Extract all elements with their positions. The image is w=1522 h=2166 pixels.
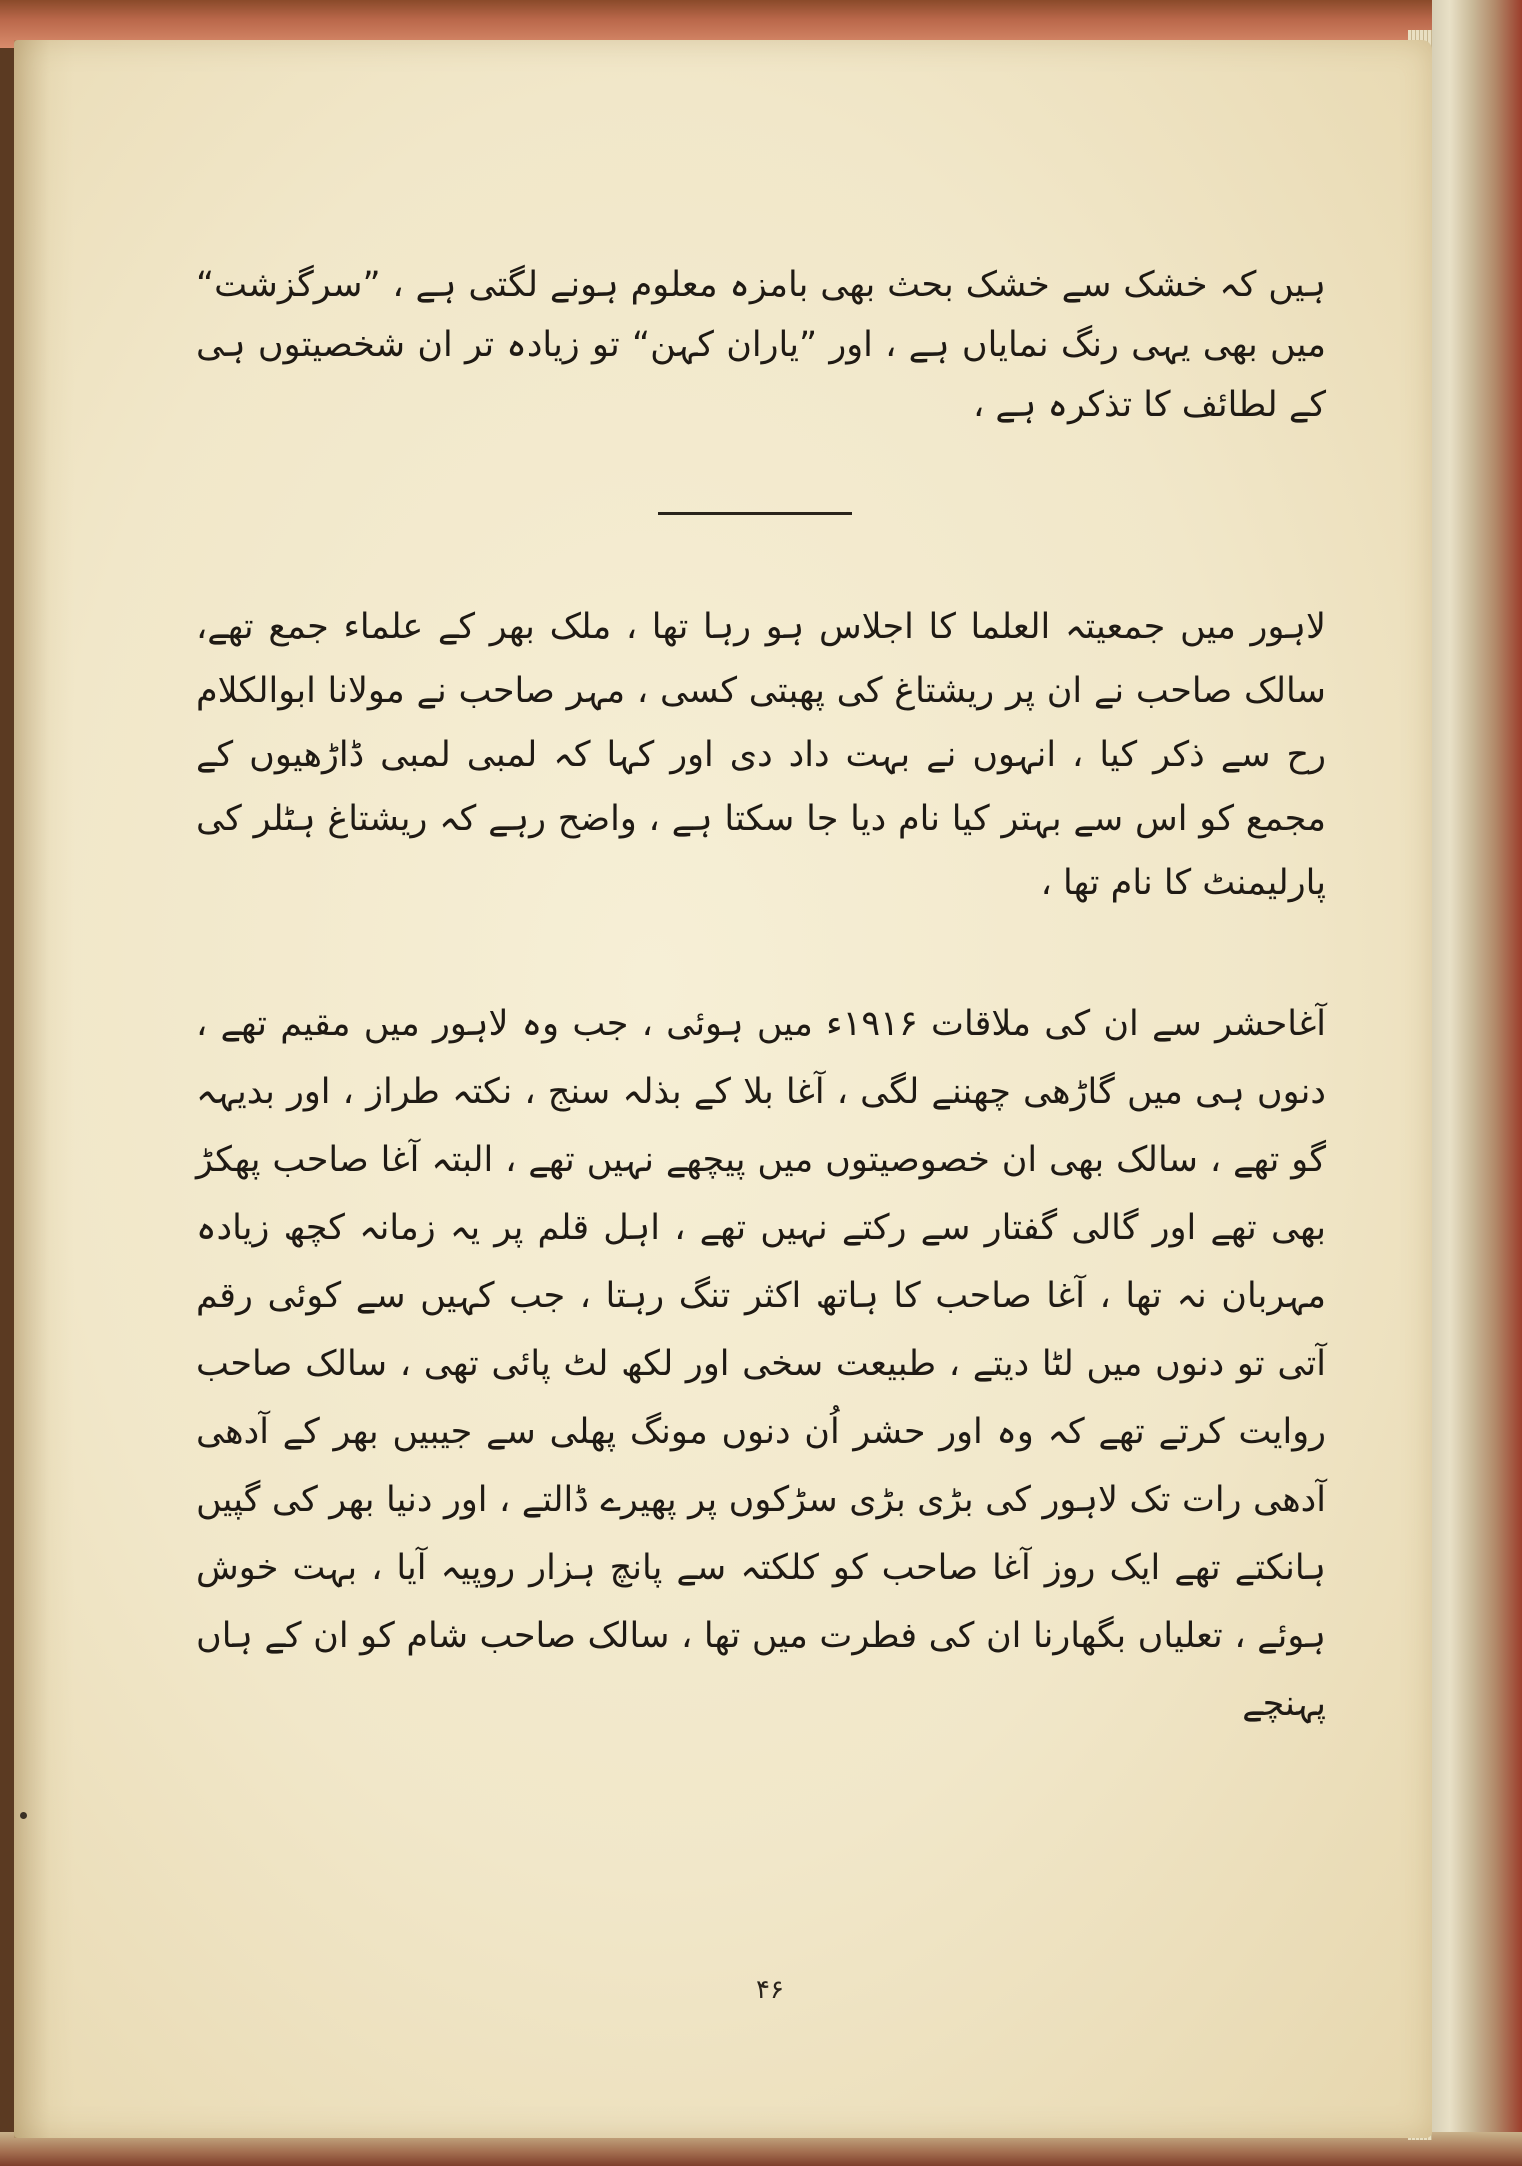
- paragraph-agha-hashr: آغاحشر سے ان کی ملاقات ۱۹۱۶ء میں ہوئی ، جب وہ لاہور میں مقیم تھے ، دنوں ہی میں گاڑھی چھننے لگی ، آغا بلا کے بذلہ سنج ، نکتہ طراز ، اور بدیہہ گو تھے ، سالک بھی ان خصوصیتوں میں پیچھے نہیں تھے ، البتہ آغا صاحب پھکڑ بھی تھے اور گالی گفتار سے رکتے نہیں تھے ، اہل قلم پر یہ زمانہ کچھ زیادہ مہربان نہ تھا ، آغا صاحب کا ہاتھ اکثر تنگ رہتا ، جب کہیں سے کوئی رقم آتی تو دنوں میں لٹا دیتے ، طبیعت سخی اور لکھ لٹ پائی تھی ، سالک صاحب روایت کرتے تھے کہ وہ اور حشر اُن دنوں مونگ پھلی سے جیبیں بھر کے آدھی آدھی رات تک لاہور کی بڑی بڑی سڑکوں پر پھیرے ڈالتے ، اور دنیا بھر کی گپیں ہانکتے تھے ایک روز آغا صاحب کو کلکتہ سے پانچ ہزار روپیہ آیا ، بہت خوش ہوئے ، تعلیاں بگھارنا ان کی فطرت میں تھا ، سالک صاحب شام کو ان کے ہاں پہنچے: [196, 1004, 1326, 1724]
- ink-dot: [20, 1812, 27, 1819]
- page-gutter-shadow: [14, 40, 74, 2138]
- page-number: ۴۶: [756, 1975, 784, 2005]
- book-cover-right-edge: [1432, 0, 1522, 2166]
- top-paragraph: ہیں کہ خشک سے خشک بحث بھی بامزہ معلوم ہونے لگتی ہے ، ”سرگزشت“ میں بھی یہی رنگ نمایاں ہے ، اور ”یاران کہن“ تو زیادہ تر ان شخصیتوں ہی کے لطائف کا تذکرہ ہے ،: [196, 265, 1326, 425]
- paragraph-jamiat-ulama: لاہور میں جمعیتہ العلما کا اجلاس ہو رہا تھا ، ملک بھر کے علماء جمع تھے، سالک صاحب نے ان پر ریشتاغ کی پھبتی کسی ، مہر صاحب نے مولانا ابوالکلام رح سے ذکر کیا ، انہوں نے بہت داد دی اور کہا کہ لمبی لمبی ڈاڑھیوں کے مجمع کو اس سے بہتر کیا نام دیا جا سکتا ہے ، واضح رہے کہ ریشتاغ ہٹلر کی پارلیمنٹ کا نام تھا ،: [196, 607, 1326, 903]
- section-divider: [658, 512, 852, 515]
